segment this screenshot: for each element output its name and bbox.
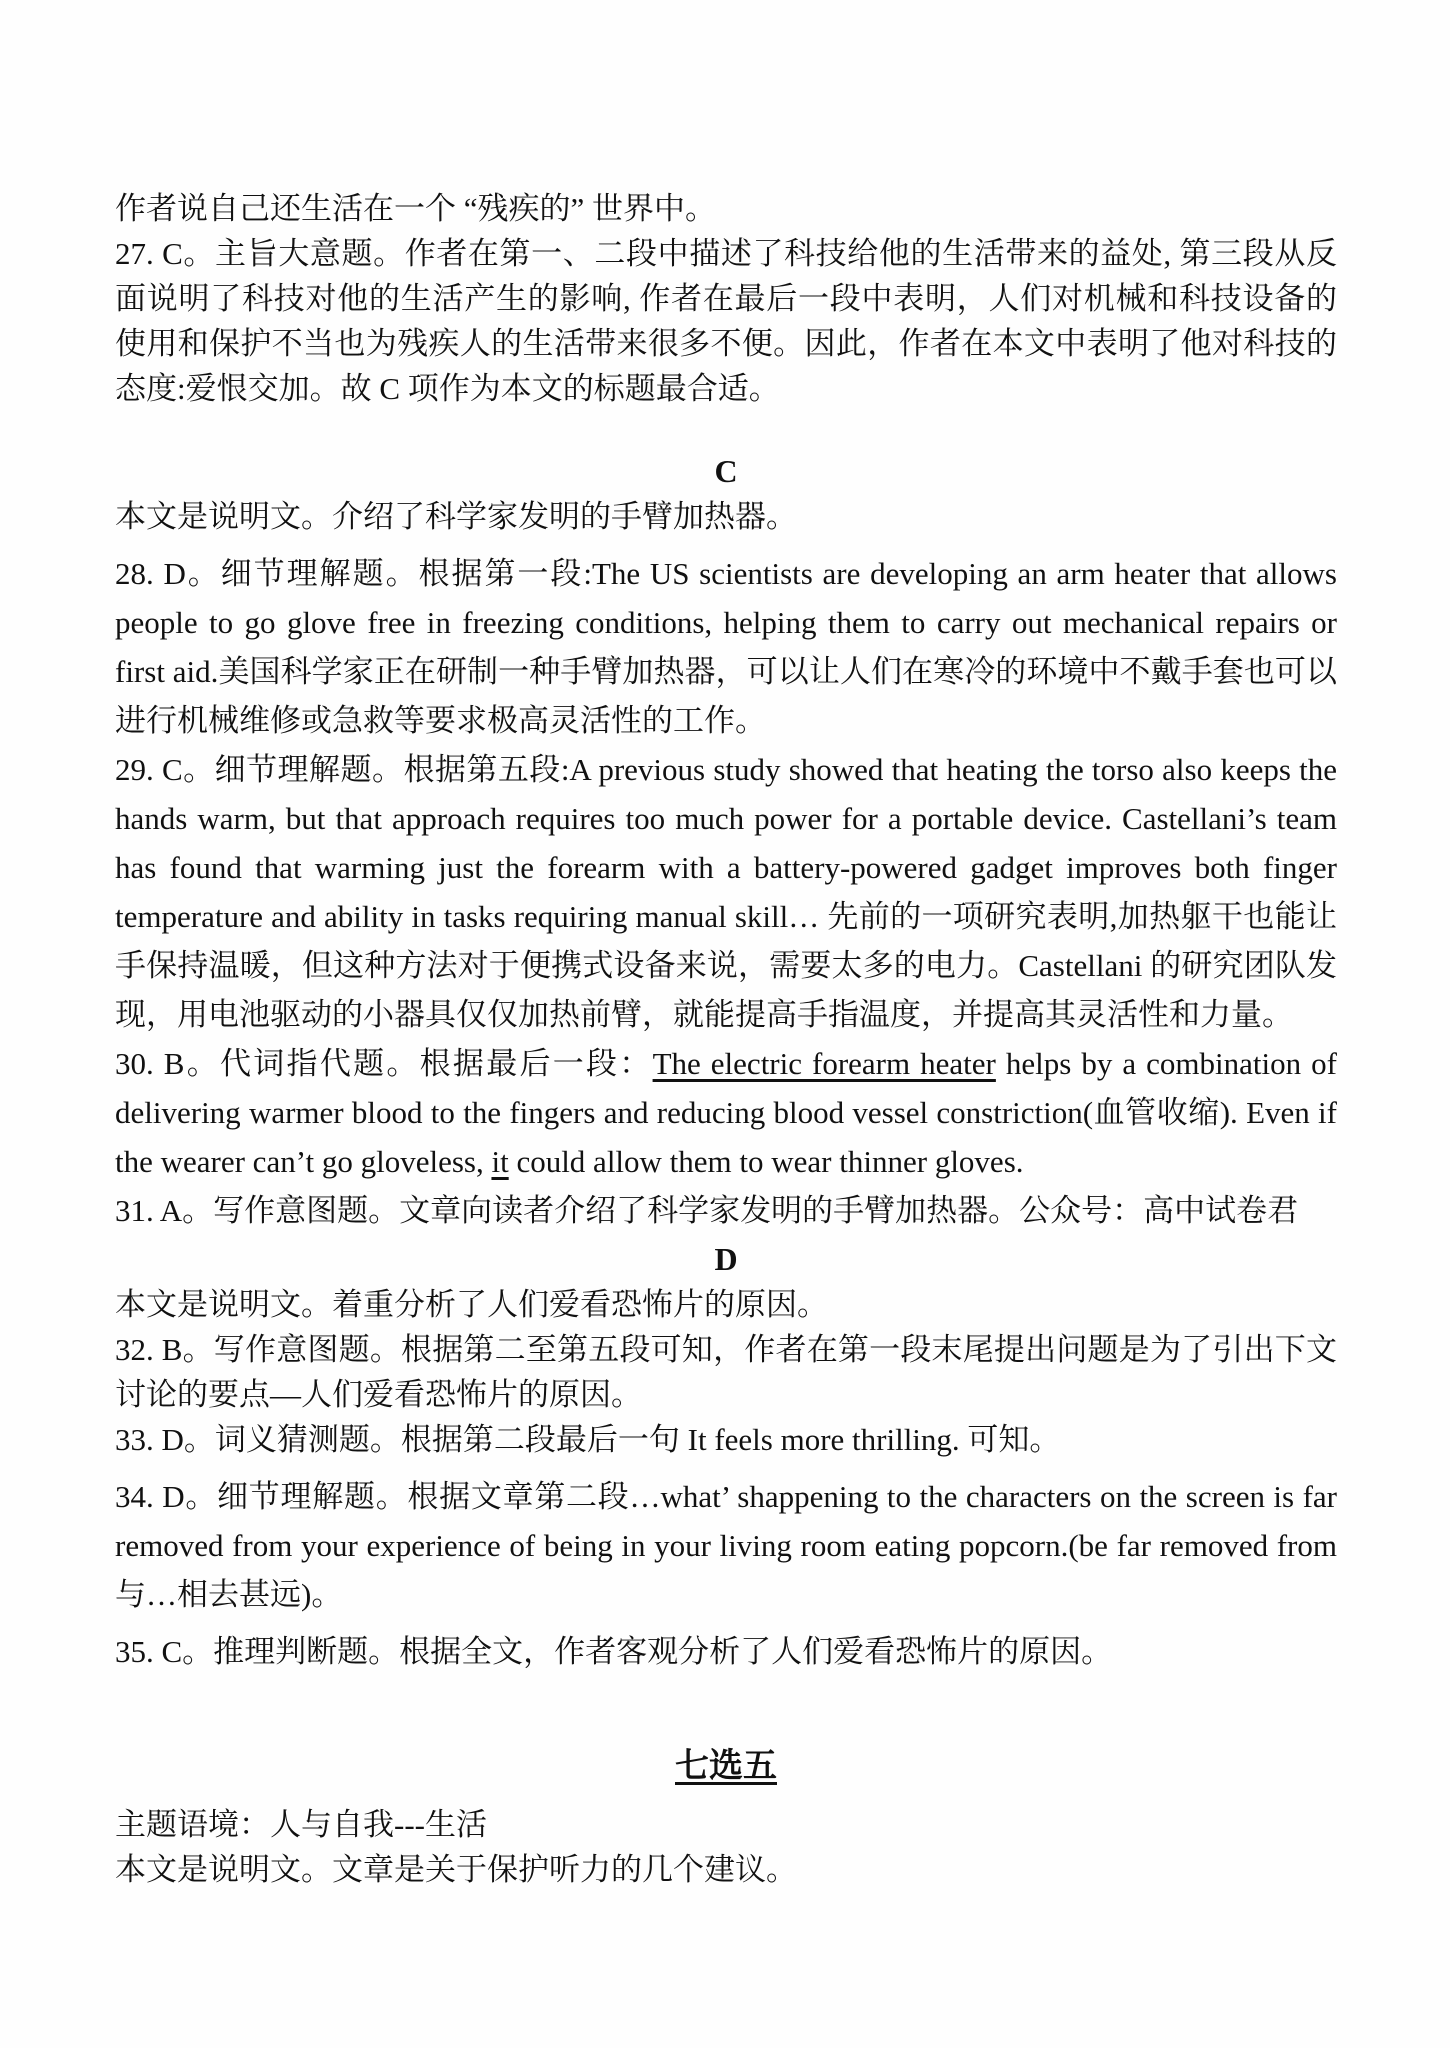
- answer-explanation-32: 32. B。写作意图题。根据第二至第五段可知，作者在第一段末尾提出问题是为了引出下文讨论的要点—人们爱看恐怖片的原因。: [115, 1332, 1337, 1412]
- answer-explanation-34: 34. D。细节理解题。根据文章第二段…what’ shappening to the characters on the screen is far removed from your experience of being in your living room eating popcorn.(be far removed from 与…相去甚远)。: [115, 1479, 1337, 1612]
- seven-five-intro: 本文是说明文。文章是关于保护听力的几个建议。: [115, 1852, 797, 1887]
- paragraph-26-tail-line: 作者说自己还生活在一个 “残疾的” 世界中。: [115, 191, 717, 226]
- answer-explanation-35: 35. C。推理判断题。根据全文，作者客观分析了人们爱看恐怖片的原因。: [115, 1634, 1113, 1669]
- answer-explanation-31: 31. A。写作意图题。文章向读者介绍了科学家发明的手臂加热器。公众号：高中试卷君: [115, 1193, 1299, 1228]
- answer-explanation-30: [115, 1039, 1337, 1186]
- answer-30-middle: helps by a combination of delivering warmer blood to the fingers and reducing blood vessel constriction(血管收缩). Even if the wearer can’t go gloveless,: [115, 1046, 1337, 1179]
- answer-30-underlined-phrase: The electric forearm heater: [652, 1046, 996, 1081]
- answer-explanation-33: 33. D。词义猜测题。根据第二段最后一句 It feels more thrilling. 可知。: [115, 1422, 1061, 1457]
- answer-30-suffix: could allow them to wear thinner gloves.: [508, 1144, 1024, 1179]
- seven-five-theme-line: 主题语境：人与自我---生活: [115, 1807, 487, 1842]
- answer-explanation-27: 27. C。主旨大意题。作者在第一、二段中描述了科技给他的生活带来的益处, 第三段从反面说明了科技对他的生活产生的影响, 作者在最后一段中表明，人们对机械和科技设备的使用和保护不当也为残疾人的生活带来很多不便。因此，作者在本文中表明了他对科技的态度:爱恨交加。故 C 项作为本文的标题最合适。: [115, 236, 1337, 406]
- seven-choose-five-title-text: 七选五: [675, 1748, 777, 1785]
- answer-explanation-28: 28. D。细节理解题。根据第一段:The US scientists are developing an arm heater that allows people to go glove free in freezing conditions, helping them to carry out mechanical repairs or first aid.美国科学家正在研制一种手臂加热器，可以让人们在寒冷的环境中不戴手套也可以进行机械维修或急救等要求极高灵活性的工作。: [115, 556, 1337, 738]
- section-heading-c: C: [714, 453, 738, 489]
- answer-explanation-29: 29. C。细节理解题。根据第五段:A previous study showed that heating the torso also keeps the hands warm, but that approach requires too much power for a portable device. Castellani’s team has found that warming just the forearm with a battery-powered gadget improves both finger temperature and ability in tasks requiring manual skill… 先前的一项研究表明,加热躯干也能让手保持温暖，但这种方法对于便携式设备来说，需要太多的电力。Castellani 的研究团队发现，用电池驱动的小器具仅仅加热前臂，就能提高手指温度，并提高其灵活性和力量。: [115, 752, 1337, 1032]
- section-heading-d: D: [714, 1241, 738, 1277]
- section-c-intro: 本文是说明文。介绍了科学家发明的手臂加热器。: [115, 499, 797, 534]
- answer-30-underlined-pronoun: it: [491, 1144, 509, 1179]
- section-heading-seven-choose-five: [115, 1744, 1337, 1790]
- section-d-intro: 本文是说明文。着重分析了人们爱看恐怖片的原因。: [115, 1287, 828, 1322]
- answer-30-prefix: 30. B。代词指代题。根据最后一段：: [115, 1046, 653, 1081]
